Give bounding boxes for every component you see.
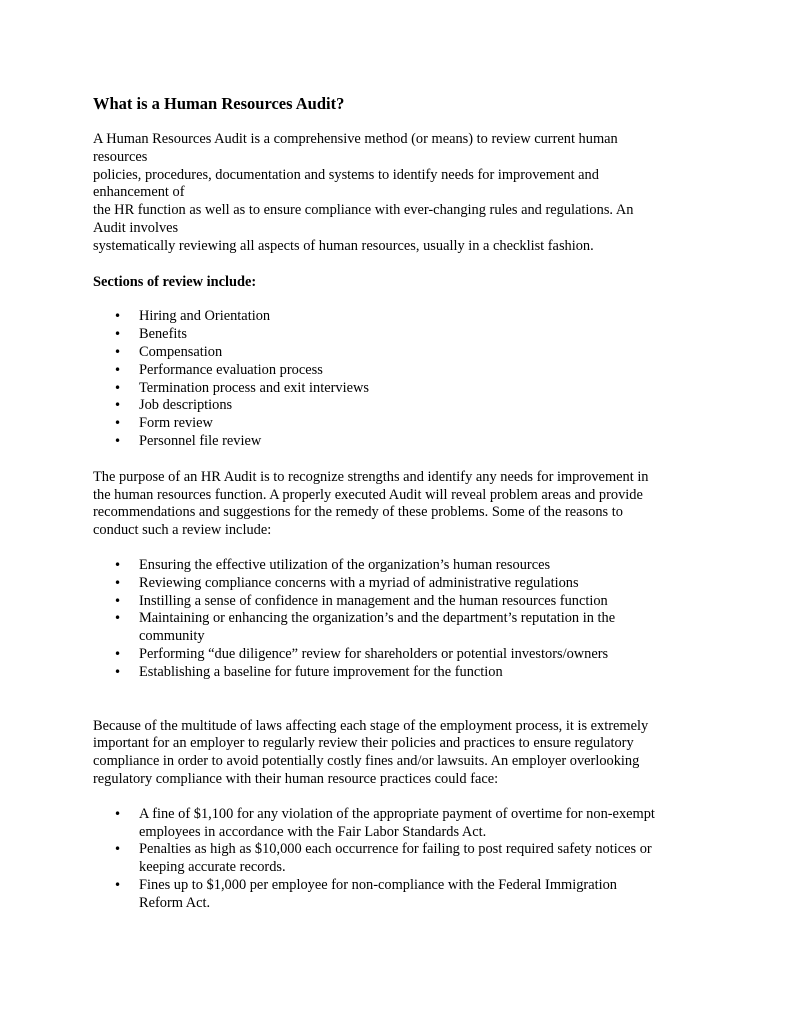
intro-paragraph <box>93 131 703 256</box>
page-title: What is a Human Resources Audit? <box>93 94 345 113</box>
list-item-text: Performing “due diligence” review for shareholders or potential investors/owners <box>139 645 609 662</box>
text-line: The purpose of an HR Audit is to recognize strengths and identify any needs for improvement in <box>93 468 649 485</box>
list-item-text: keeping accurate records. <box>139 859 286 876</box>
list-item-text: Ensuring the effective utilization of the organization’s human resources <box>139 556 551 573</box>
bullet-icon: • <box>114 806 122 821</box>
bullet-icon: • <box>114 877 122 892</box>
list-item-text: community <box>139 628 205 645</box>
text-line: enhancement of <box>93 184 185 201</box>
bullet-icon: • <box>114 575 122 590</box>
bullet-icon: • <box>114 557 122 572</box>
list-item <box>93 664 703 682</box>
text-line: recommendations and suggestions for the remedy of these problems. Some of the reasons to <box>93 504 623 521</box>
bullet-icon: • <box>114 327 122 342</box>
bullet-icon: • <box>114 362 122 377</box>
list-item-text: Personnel file review <box>139 432 262 449</box>
list-item <box>93 610 703 646</box>
sections-list <box>93 308 703 450</box>
penalties-list <box>93 806 703 913</box>
bullet-icon: • <box>114 842 122 857</box>
text-line: Because of the multitude of laws affecting each stage of the employment process, it is extremely <box>93 717 649 734</box>
list-item-text: employees in accordance with the Fair Labor Standards Act. <box>139 823 487 840</box>
list-item-text: Instilling a sense of confidence in management and the human resources function <box>139 592 608 609</box>
list-item <box>93 575 703 593</box>
list-item-text: Form review <box>139 415 213 432</box>
list-item <box>93 806 703 842</box>
list-item <box>93 415 703 433</box>
bullet-icon: • <box>114 593 122 608</box>
bullet-icon: • <box>114 309 122 324</box>
list-item-text: Reform Act. <box>139 894 211 911</box>
list-item-text: Job descriptions <box>139 397 233 414</box>
list-item <box>93 397 703 415</box>
list-item-text: Fines up to $1,000 per employee for non-compliance with the Federal Immigration <box>139 876 617 893</box>
list-item-text: Maintaining or enhancing the organization’s and the department’s reputation in the <box>139 610 616 627</box>
bullet-icon: • <box>114 433 122 448</box>
list-item <box>93 433 703 451</box>
reasons-list <box>93 557 703 682</box>
list-item <box>93 593 703 611</box>
text-line: resources <box>93 148 148 165</box>
purpose-paragraph <box>93 469 703 540</box>
list-item <box>93 877 703 913</box>
bullet-icon: • <box>114 398 122 413</box>
bullet-icon: • <box>114 611 122 626</box>
list-item-text: A fine of $1,100 for any violation of the appropriate payment of overtime for non-exempt <box>139 805 655 822</box>
list-item-text: Compensation <box>139 343 223 360</box>
text-line: compliance in order to avoid potentially costly fines and/or lawsuits. An employer overlooking <box>93 753 640 770</box>
sections-heading: Sections of review include: <box>93 273 257 290</box>
text-line: systematically reviewing all aspects of human resources, usually in a checklist fashion. <box>93 237 594 254</box>
bullet-icon: • <box>114 344 122 359</box>
text-line: the human resources function. A properly executed Audit will reveal problem areas and provide <box>93 486 643 503</box>
list-item-text: Benefits <box>139 326 187 343</box>
compliance-paragraph <box>93 718 703 789</box>
list-item-text: Establishing a baseline for future improvement for the function <box>139 663 503 680</box>
text-line: the HR function as well as to ensure compliance with ever-changing rules and regulations. An <box>93 202 634 219</box>
list-item-text: Performance evaluation process <box>139 361 323 378</box>
text-line: Audit involves <box>93 219 179 236</box>
list-item <box>93 326 703 344</box>
list-item <box>93 380 703 398</box>
bullet-icon: • <box>114 380 122 395</box>
list-item <box>93 841 703 877</box>
text-line: regulatory compliance with their human resource practices could face: <box>93 770 499 787</box>
document-page <box>93 94 703 912</box>
list-item <box>93 308 703 326</box>
list-item-text: Termination process and exit interviews <box>139 379 369 396</box>
list-item-text: Reviewing compliance concerns with a myriad of administrative regulations <box>139 574 579 591</box>
text-line: policies, procedures, documentation and systems to identify needs for improvement and <box>93 166 599 183</box>
list-item <box>93 557 703 575</box>
text-line: A Human Resources Audit is a comprehensive method (or means) to review current human <box>93 131 618 147</box>
list-item <box>93 344 703 362</box>
bullet-icon: • <box>114 646 122 661</box>
list-item-text: Penalties as high as $10,000 each occurrence for failing to post required safety notices or <box>139 841 652 858</box>
list-item-text: Hiring and Orientation <box>139 308 271 325</box>
list-item <box>93 362 703 380</box>
text-line: important for an employer to regularly review their policies and practices to ensure regulatory <box>93 735 634 752</box>
bullet-icon: • <box>114 416 122 431</box>
bullet-icon: • <box>114 664 122 679</box>
list-item <box>93 646 703 664</box>
text-line: conduct such a review include: <box>93 522 272 539</box>
